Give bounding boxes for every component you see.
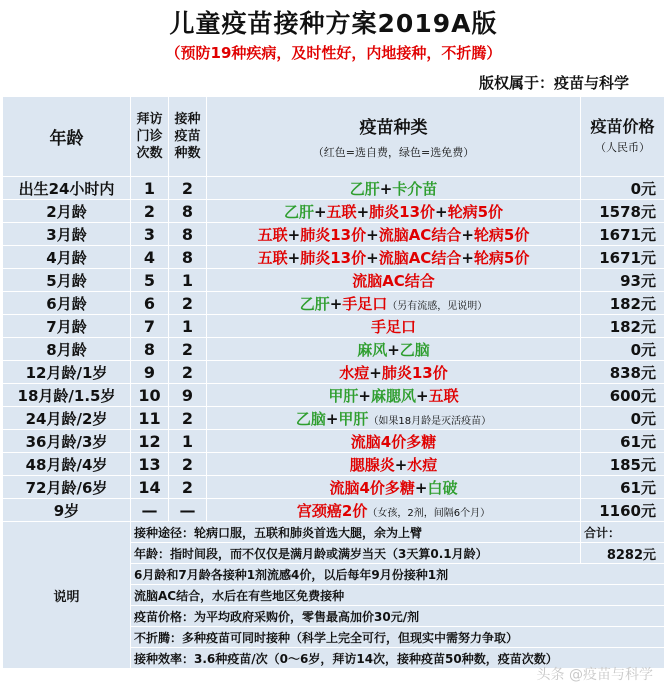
vaccine-name: + bbox=[416, 386, 429, 405]
row-price: 185元 bbox=[581, 453, 665, 476]
row-vaccines bbox=[207, 476, 581, 499]
explanation-row bbox=[3, 522, 665, 543]
vaccine-name: 五联 bbox=[257, 248, 288, 267]
row-visits: 11 bbox=[131, 407, 169, 430]
vaccine-name: 麻风 bbox=[357, 340, 388, 359]
table-row bbox=[3, 315, 665, 338]
row-visits: 3 bbox=[131, 223, 169, 246]
row-age: 36月龄/3岁 bbox=[3, 430, 131, 453]
explanation-line: 不折腾：多种疫苗可同时接种（科学上完全可行，但现实中需努力争取） bbox=[131, 627, 665, 648]
vaccine-name: + bbox=[414, 478, 428, 497]
header-vaccine-type-label: 疫苗种类 bbox=[359, 118, 428, 138]
row-age: 4月龄 bbox=[3, 246, 131, 269]
vaccine-name: 水痘 bbox=[407, 455, 438, 474]
vaccine-name: + bbox=[366, 248, 379, 267]
table-row bbox=[3, 384, 665, 407]
row-vaccine-count: 1 bbox=[169, 315, 207, 338]
vaccine-name: + bbox=[461, 248, 474, 267]
row-vaccine-count: 8 bbox=[169, 223, 207, 246]
vaccine-name: 手足口 bbox=[370, 317, 416, 336]
vaccine-name: 五联 bbox=[326, 202, 357, 221]
row-note: （另有流感，见说明） bbox=[387, 300, 488, 312]
row-visits: 8 bbox=[131, 338, 169, 361]
header-vaccine-type bbox=[207, 97, 581, 177]
explanation-line: 年龄：指时间段，而不仅仅是满月龄或满岁当天（3天算0.1月龄） bbox=[131, 543, 581, 564]
vaccine-name: 乙肝 bbox=[349, 179, 380, 198]
header-price-label: 疫苗价格 bbox=[590, 116, 655, 136]
row-visits: — bbox=[131, 499, 169, 522]
copyright-notice: 版权属于：疫苗与科学 bbox=[478, 74, 629, 92]
vaccine-name: + bbox=[435, 202, 448, 221]
vaccine-name: 五联 bbox=[257, 225, 288, 244]
row-vaccines bbox=[207, 407, 581, 430]
row-vaccines bbox=[207, 292, 581, 315]
row-vaccines bbox=[207, 269, 581, 292]
vaccine-name: 流脑4价多糖 bbox=[350, 432, 437, 451]
vaccine-schedule-table bbox=[2, 96, 665, 669]
vaccine-name: + bbox=[325, 409, 339, 428]
row-vaccines bbox=[207, 315, 581, 338]
table-row bbox=[3, 476, 665, 499]
row-vaccines bbox=[207, 200, 581, 223]
explanation-line: 接种效率：3.6种疫苗/次（0～6岁，拜访14次，接种疫苗50种数，疫苗次数） bbox=[131, 648, 665, 669]
row-price: 0元 bbox=[581, 177, 665, 200]
row-price: 1160元 bbox=[581, 499, 665, 522]
table-row bbox=[3, 499, 665, 522]
row-vaccines bbox=[207, 246, 581, 269]
vaccine-name: 肺炎13价 bbox=[381, 363, 448, 382]
vaccine-name: + bbox=[394, 455, 408, 474]
row-vaccines bbox=[207, 430, 581, 453]
row-price: 0元 bbox=[581, 407, 665, 430]
row-vaccines bbox=[207, 499, 581, 522]
row-age: 6月龄 bbox=[3, 292, 131, 315]
vaccine-name: 白破 bbox=[427, 478, 458, 497]
row-age: 18月龄/1.5岁 bbox=[3, 384, 131, 407]
vaccine-name: + bbox=[387, 340, 400, 359]
header-vaccine-count: 接种疫苗种数 bbox=[169, 97, 207, 177]
vaccine-name: 乙脑 bbox=[295, 409, 326, 428]
row-age: 7月龄 bbox=[3, 315, 131, 338]
row-vaccine-count: 1 bbox=[169, 269, 207, 292]
vaccine-name: 宫颈癌2价 bbox=[296, 501, 368, 520]
row-price: 61元 bbox=[581, 476, 665, 499]
vaccine-name: + bbox=[461, 225, 474, 244]
vaccine-name: 手足口 bbox=[342, 294, 388, 313]
vaccine-name: 流脑4价多糖 bbox=[329, 478, 415, 497]
explanation-line: 疫苗价格：为平均政府采购价，零售最高加价30元/剂 bbox=[131, 606, 665, 627]
row-visits: 9 bbox=[131, 361, 169, 384]
vaccine-name: 乙肝 bbox=[299, 294, 330, 313]
vaccine-name: 流脑AC结合 bbox=[352, 271, 435, 290]
row-vaccine-count: 8 bbox=[169, 200, 207, 223]
total-value: 8282元 bbox=[581, 543, 665, 564]
explanation-line: 接种途径：轮病口服，五联和肺炎首选大腿，余为上臂 bbox=[131, 522, 581, 543]
row-vaccine-count: 8 bbox=[169, 246, 207, 269]
row-price: 182元 bbox=[581, 292, 665, 315]
row-visits: 6 bbox=[131, 292, 169, 315]
vaccine-name: + bbox=[358, 386, 371, 405]
row-age: 8月龄 bbox=[3, 338, 131, 361]
vaccine-name: 甲肝 bbox=[328, 386, 359, 405]
vaccine-name: 肺炎13价 bbox=[300, 225, 367, 244]
vaccine-name: 乙肝 bbox=[283, 202, 314, 221]
row-price: 93元 bbox=[581, 269, 665, 292]
row-visits: 7 bbox=[131, 315, 169, 338]
row-vaccines bbox=[207, 453, 581, 476]
row-vaccines bbox=[207, 177, 581, 200]
vaccine-name: 流脑AC结合 bbox=[378, 225, 462, 244]
row-vaccine-count: 2 bbox=[169, 292, 207, 315]
row-price: 1671元 bbox=[581, 246, 665, 269]
vaccine-name: 五联 bbox=[428, 386, 459, 405]
table-row bbox=[3, 246, 665, 269]
row-vaccines bbox=[207, 223, 581, 246]
explanation-section bbox=[3, 522, 665, 669]
vaccine-name: 麻腮风 bbox=[370, 386, 416, 405]
row-vaccine-count: — bbox=[169, 499, 207, 522]
vaccine-name: + bbox=[287, 248, 301, 267]
row-vaccines bbox=[207, 361, 581, 384]
vaccine-name: + bbox=[369, 363, 382, 382]
row-visits: 4 bbox=[131, 246, 169, 269]
table-row bbox=[3, 223, 665, 246]
row-note: （女孩，2剂，间隔6个月） bbox=[367, 507, 491, 519]
row-visits: 2 bbox=[131, 200, 169, 223]
row-vaccine-count: 2 bbox=[169, 407, 207, 430]
row-price: 600元 bbox=[581, 384, 665, 407]
row-vaccine-count: 2 bbox=[169, 476, 207, 499]
row-age: 2月龄 bbox=[3, 200, 131, 223]
page-subtitle: （预防19种疾病，及时性好，内地接种，不折腾） bbox=[165, 44, 502, 62]
row-age: 24月龄/2岁 bbox=[3, 407, 131, 430]
row-age: 3月龄 bbox=[3, 223, 131, 246]
header-vaccine-type-note: （红色=选自费，绿色=选免费） bbox=[312, 146, 475, 159]
row-vaccine-count: 1 bbox=[169, 430, 207, 453]
vaccine-name: + bbox=[329, 294, 343, 313]
row-visits: 13 bbox=[131, 453, 169, 476]
row-vaccine-count: 2 bbox=[169, 338, 207, 361]
row-visits: 12 bbox=[131, 430, 169, 453]
header-price bbox=[581, 97, 665, 177]
table-row bbox=[3, 430, 665, 453]
vaccine-name: + bbox=[313, 202, 327, 221]
row-vaccines bbox=[207, 384, 581, 407]
vaccine-name: 肺炎13价 bbox=[369, 202, 436, 221]
row-vaccine-count: 2 bbox=[169, 177, 207, 200]
row-age: 5月龄 bbox=[3, 269, 131, 292]
table-row bbox=[3, 453, 665, 476]
table-row bbox=[3, 338, 665, 361]
explanation-line: 6月龄和7月龄各接种1剂流感4价，以后每年9月份接种1剂 bbox=[131, 564, 665, 585]
row-price: 61元 bbox=[581, 430, 665, 453]
vaccine-name: 乙脑 bbox=[399, 340, 430, 359]
row-age: 12月龄/1岁 bbox=[3, 361, 131, 384]
row-age: 48月龄/4岁 bbox=[3, 453, 131, 476]
vaccine-name: 腮腺炎 bbox=[349, 455, 395, 474]
vaccine-name: + bbox=[287, 225, 301, 244]
vaccine-name: 水痘 bbox=[339, 363, 370, 382]
row-vaccine-count: 9 bbox=[169, 384, 207, 407]
row-age: 出生24小时内 bbox=[3, 177, 131, 200]
vaccine-name: 肺炎13价 bbox=[300, 248, 367, 267]
row-price: 1671元 bbox=[581, 223, 665, 246]
table-row bbox=[3, 200, 665, 223]
watermark: 头条 @疫苗与科学 bbox=[536, 667, 653, 683]
vaccine-name: + bbox=[366, 225, 379, 244]
row-age: 9岁 bbox=[3, 499, 131, 522]
table-row bbox=[3, 269, 665, 292]
row-price: 1578元 bbox=[581, 200, 665, 223]
row-visits: 10 bbox=[131, 384, 169, 407]
total-label: 合计： bbox=[581, 522, 665, 543]
vaccine-name: 轮病5价 bbox=[447, 202, 504, 221]
row-vaccine-count: 2 bbox=[169, 453, 207, 476]
explanation-label: 说明 bbox=[3, 522, 131, 669]
row-visits: 5 bbox=[131, 269, 169, 292]
table-row bbox=[3, 292, 665, 315]
page-title: 儿童疫苗接种方案2019A版 bbox=[169, 9, 498, 38]
vaccine-name: 轮病5价 bbox=[473, 225, 530, 244]
header-price-unit: （人民币） bbox=[595, 140, 650, 154]
vaccine-name: 甲肝 bbox=[338, 409, 369, 428]
row-price: 182元 bbox=[581, 315, 665, 338]
row-visits: 14 bbox=[131, 476, 169, 499]
table-row bbox=[3, 407, 665, 430]
row-age: 72月龄/6岁 bbox=[3, 476, 131, 499]
row-note: （如果18月龄是灭活疫苗） bbox=[368, 415, 492, 427]
row-price: 0元 bbox=[581, 338, 665, 361]
schedule-rows bbox=[3, 177, 665, 522]
row-vaccines bbox=[207, 338, 581, 361]
header-visits: 拜访门诊次数 bbox=[131, 97, 169, 177]
vaccine-name: + bbox=[356, 202, 370, 221]
vaccine-name: + bbox=[379, 179, 393, 198]
row-price: 838元 bbox=[581, 361, 665, 384]
row-visits: 1 bbox=[131, 177, 169, 200]
row-vaccine-count: 2 bbox=[169, 361, 207, 384]
header-age: 年龄 bbox=[3, 97, 131, 177]
vaccine-name: 轮病5价 bbox=[473, 248, 530, 267]
vaccine-name: 流脑AC结合 bbox=[378, 248, 462, 267]
table-row bbox=[3, 361, 665, 384]
explanation-line: 流脑AC结合，水后在有些地区免费接种 bbox=[131, 585, 665, 606]
table-row bbox=[3, 177, 665, 200]
vaccine-name: 卡介苗 bbox=[392, 179, 438, 198]
